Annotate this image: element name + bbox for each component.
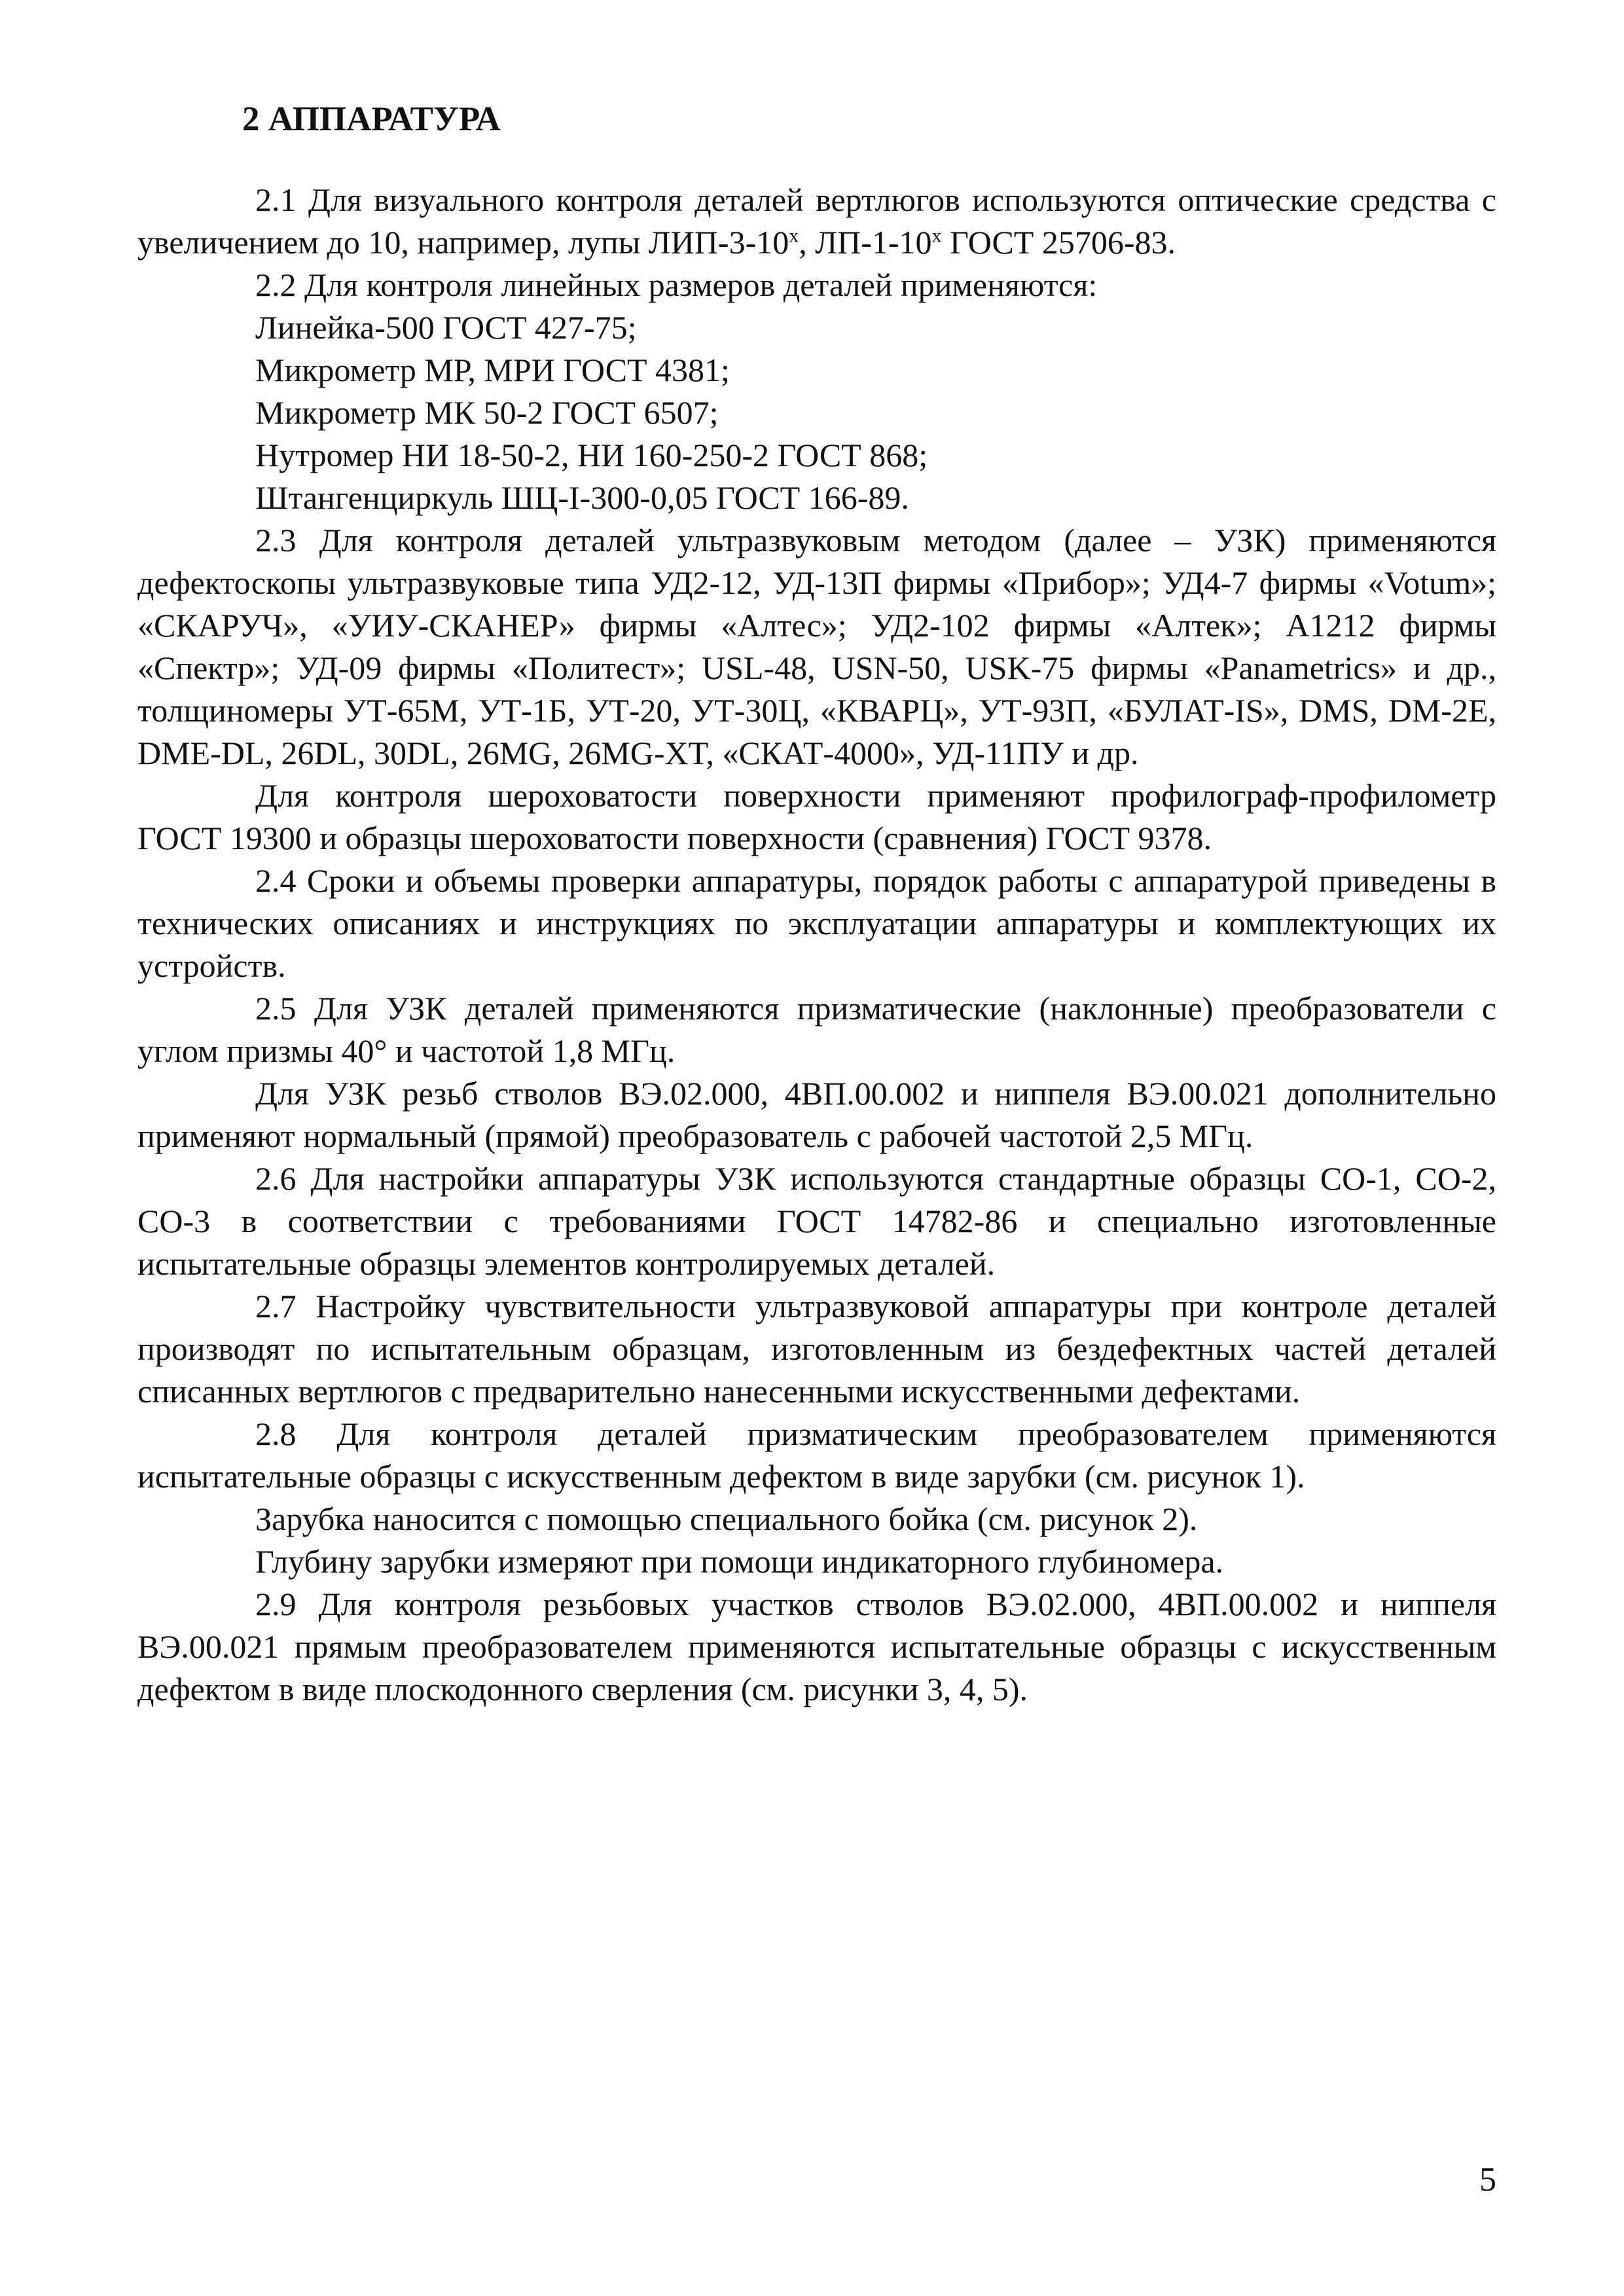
paragraph-2-8: 2.8 Для контроля деталей призматическим преобразователем применяются испытательные образцы с искусственным дефектом в виде зарубки (см. рисунок 1). bbox=[137, 1415, 1496, 1495]
list-item: Микрометр МК 50-2 ГОСТ 6507; bbox=[255, 394, 719, 431]
paragraph-2-5: 2.5 Для УЗК деталей применяются призматические (наклонные) преобразователи с углом призмы 40° и частотой 1,8 МГц. bbox=[137, 990, 1496, 1069]
document-page bbox=[137, 98, 1496, 1711]
paragraph-2-1-text-c: ГОСТ 25706-83. bbox=[941, 224, 1176, 261]
list-item: Линейка-500 ГОСТ 427-75; bbox=[255, 309, 637, 346]
paragraph-2-8-depth: Глубину зарубки измеряют при помощи индикаторного глубиномера. bbox=[255, 1543, 1224, 1580]
paragraph-2-4: 2.4 Сроки и объемы проверки аппаратуры, порядок работы с аппаратурой приведены в технических описаниях и инструкциях по эксплуатации аппаратуры и комплектующих их устройств. bbox=[137, 862, 1496, 984]
superscript-x: х bbox=[789, 225, 799, 247]
paragraph-2-3-roughness: Для контроля шероховатости поверхности применяют профилограф-профилометр ГОСТ 19300 и образцы шероховатости поверхности (сравнения) ГОСТ 9378. bbox=[137, 777, 1496, 856]
paragraph-2-5-threads: Для УЗК резьб стволов ВЭ.02.000, 4ВП.00.002 и ниппеля ВЭ.00.021 дополнительно применяют нормальный (прямой) преобразователь с рабочей частотой 2,5 МГц. bbox=[137, 1075, 1496, 1154]
paragraph-2-1-text-b: , ЛП-1-10 bbox=[799, 224, 932, 261]
paragraph-2-7: 2.7 Настройку чувствительности ультразвуковой аппаратуры при контроле деталей производят по испытательным образцам, изготовленным из бездефектных частей деталей списанных вертлюгов с предварительно нанесенными искусственными дефектами. bbox=[137, 1288, 1496, 1410]
list-item: Нутромер НИ 18-50-2, НИ 160-250-2 ГОСТ 868; bbox=[255, 437, 928, 473]
section-title: 2 АППАРАТУРА bbox=[242, 100, 501, 138]
list-item: Штангенциркуль ШЦ-I-300-0,05 ГОСТ 166-89. bbox=[255, 479, 909, 516]
paragraph-2-2: 2.2 Для контроля линейных размеров деталей применяются: bbox=[255, 266, 1098, 303]
paragraph-2-3: 2.3 Для контроля деталей ультразвуковым методом (далее – УЗК) применяются дефектоскопы ультразвуковые типа УД2-12, УД-13П фирмы «Прибор»; УД4-7 фирмы «Votum»; «СКАРУЧ», «УИУ-СКАНЕР» фирмы «Алтес»; УД2-102 фирмы «Алтек»; А1212 фирмы «Спектр»; УД-09 фирмы «Политест»; USL-48, USN-50, USK-75 фирмы «Panametrics» и др., толщиномеры УТ-65М, УТ-1Б, УТ-20, УТ-30Ц, «КВАРЦ», УТ-93П, «БУЛАТ-IS», DMS, DM-2E, DME-DL, 26DL, 30DL, 26MG, 26MG-XT, «СКАТ-4000», УД-11ПУ и др. bbox=[137, 522, 1496, 771]
paragraph-2-6: 2.6 Для настройки аппаратуры УЗК используются стандартные образцы СО-1, СО-2, СО-3 в соответствии с требованиями ГОСТ 14782-86 и специально изготовленные испытательные образцы элементов контролируемых деталей. bbox=[137, 1160, 1496, 1282]
list-item: Микрометр МР, МРИ ГОСТ 4381; bbox=[255, 352, 730, 388]
paragraph-2-1-text-a: 2.1 Для визуального контроля деталей вертлюгов используются оптические средства с увеличением до 10, например, лупы ЛИП-3-10 bbox=[137, 181, 1496, 261]
page-number: 5 bbox=[1479, 2161, 1496, 2198]
paragraph-2-8-notch: Зарубка наносится с помощью специального бойка (см. рисунок 2). bbox=[255, 1501, 1198, 1537]
superscript-x: х bbox=[931, 225, 942, 247]
paragraph-2-9: 2.9 Для контроля резьбовых участков стволов ВЭ.02.000, 4ВП.00.002 и ниппеля ВЭ.00.021 прямым преобразователем применяются испытательные образцы с искусственным дефектом в виде плоскодонного сверления (см. рисунки 3, 4, 5). bbox=[137, 1586, 1496, 1707]
paragraph-2-1 bbox=[137, 179, 1496, 264]
